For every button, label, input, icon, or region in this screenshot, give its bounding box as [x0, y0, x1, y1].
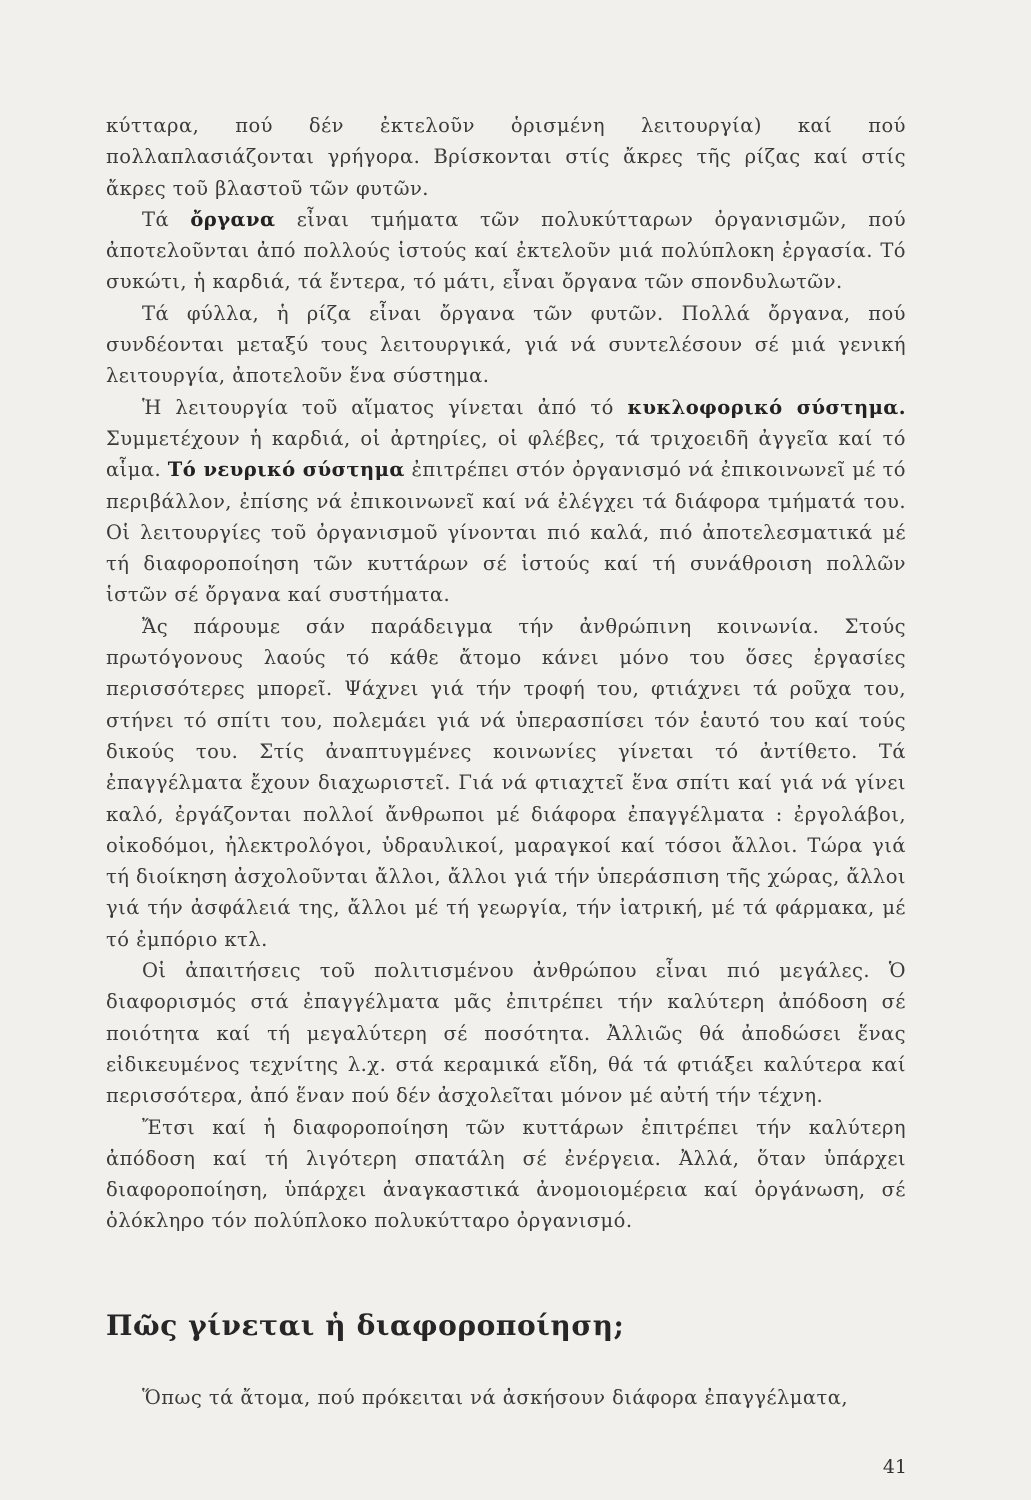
text-run: Ἔτσι καί ἡ διαφοροποίηση τῶν κυττάρων ἐπιτρέπει τήν καλύτερη ἀπόδοση καί τή λιγότερη σπατάλη σέ ἐνέργεια. Ἀλλά, ὅταν ὑπάρχει διαφοροποίηση, ὑπάρχει ἀναγκαστικά ἀνομοιομέρεια καί ὀργάνωση, σέ ὁλόκληρο τόν πολύπλοκο πολυκύτταρο ὀργανισμό. [106, 1115, 906, 1233]
text-run: Ἡ λειτουργία τοῦ αἵματος γίνεται ἀπό τό [142, 395, 628, 419]
page-number: 41 [882, 1456, 907, 1478]
bold-term: ὄργανα [190, 207, 276, 231]
body-text [106, 110, 906, 1237]
bold-term: Τό νευρικό σύστημα [167, 458, 405, 482]
paragraph [106, 110, 906, 204]
text-run: Οἱ ἀπαιτήσεις τοῦ πολιτισμένου ἀνθρώπου εἶναι πιό μεγάλες. Ὁ διαφορισμός στά ἐπαγγέλματα μᾶς ἐπιτρέπει τήν καλύτερη ἀπόδοση σέ ποιότητα καί τή μεγαλύτερη σέ ποσότητα. Ἀλλιῶς θά ἀποδώσει ἕνας εἰδικευμένος τεχνίτης λ.χ. στά κεραμικά εἴδη, θά τά φτιάξει καλύτερα καί περισσότερα, ἀπό ἕναν πού δέν ἀσχολεῖται μόνον μέ αὐτή τήν τέχνη. [106, 959, 906, 1108]
paragraph [106, 298, 906, 392]
paragraph [106, 1112, 906, 1237]
text-run: κύτταρα, πού δέν ἐκτελοῦν ὁρισμένη λειτουργία) καί πού πολλαπλασιάζονται γρήγορα. Βρίσκονται στίς ἄκρες τῆς ρίζας καί στίς ἄκρες τοῦ βλαστοῦ τῶν φυτῶν. [106, 114, 906, 200]
paragraph [106, 611, 906, 955]
paragraph [106, 392, 906, 611]
text-run: Συμμετέχουν ἡ καρδιά, οἱ ἀρτηρίες, οἱ φλέβες, τά τριχοειδῆ ἀγγεῖα καί τό αἷμα. [106, 426, 906, 482]
text-run: ἐπιτρέπει στόν ὀργανισμό νά ἐπικοινωνεῖ μέ τό περιβάλλον, ἐπίσης νά ἐπικοινωνεῖ καί νά ἐλέγχει τά διάφορα τμήματά του. Οἱ λειτουργίες τοῦ ὀργανισμοῦ γίνονται πιό καλά, πιό ἀποτελεσματικά μέ τή διαφοροποίηση τῶν κυττάρων σέ ἱστούς καί τή συνάθροιση πολλῶν ἱστῶν σέ ὄργανα καί συστήματα. [106, 458, 906, 607]
text-run: εἶναι τμήματα τῶν πολυκύτταρων ὀργανισμῶν, πού ἀποτελοῦνται ἀπό πολλούς ἱστούς καί ἐκτελοῦν μιά πολύπλοκη ἐργασία. Τό συκώτι, ἡ καρδιά, τά ἔντερα, τό μάτι, εἶναι ὄργανα τῶν σπονδυλωτῶν. [106, 207, 906, 294]
text-run: Τά [142, 207, 191, 231]
section-heading: Πῶς γίνεται ἡ διαφοροποίηση; [106, 1309, 625, 1342]
text-run: Ἄς πάρουμε σάν παράδειγμα τήν ἀνθρώπινη κοινωνία. Στούς πρωτόγονους λαούς τό κάθε ἄτομο κάνει μόνο του ὅσες ἐργασίες περισσότερες μπορεῖ. Ψάχνει γιά τήν τροφή του, φτιάχνει τά ροῦχα του, στήνει τό σπίτι του, πολεμάει γιά νά ὑπερασπίσει τόν ἑαυτό του καί τούς δικούς του. Στίς ἀναπτυγμένες κοινωνίες γίνεται τό ἀντίθετο. Τά ἐπαγγέλματα ἔχουν διαχωριστεῖ. Γιά νά φτιαχτεῖ ἕνα σπίτι καί γιά νά γίνει καλό, ἐργάζονται πολλοί ἄνθρωποι μέ διάφορα ἐπαγγέλματα : ἐργολάβοι, οἰκοδόμοι, ἠλεκτρολόγοι, ὑδραυλικοί, μαραγκοί καί τόσοι ἄλλοι. Τώρα γιά τή διοίκηση ἀσχολοῦνται ἄλλοι, ἄλλοι γιά τήν ὑπεράσπιση τῆς χώρας, ἄλλοι γιά τήν ἀσφάλειά της, ἄλλοι μέ τή γεωργία, τήν ἰατρική, μέ τά φάρμακα, μέ τό ἐμπόριο κτλ. [106, 614, 906, 951]
bold-term: κυκλοφορικό σύστημα. [627, 395, 906, 419]
text-run: Τά φύλλα, ἡ ρίζα εἶναι ὄργανα τῶν φυτῶν. Πολλά ὄργανα, πού συνδέονται μεταξύ τους λειτουργικά, γιά νά συντελέσουν σέ μιά γενική λειτουργία, ἀποτελοῦν ἕνα σύστημα. [106, 301, 906, 388]
paragraph [106, 204, 906, 298]
closing-line: Ὅπως τά ἄτομα, πού πρόκειται νά ἀσκήσουν διάφορα ἐπαγγέλματα, [142, 1386, 849, 1409]
paragraph [106, 955, 906, 1111]
